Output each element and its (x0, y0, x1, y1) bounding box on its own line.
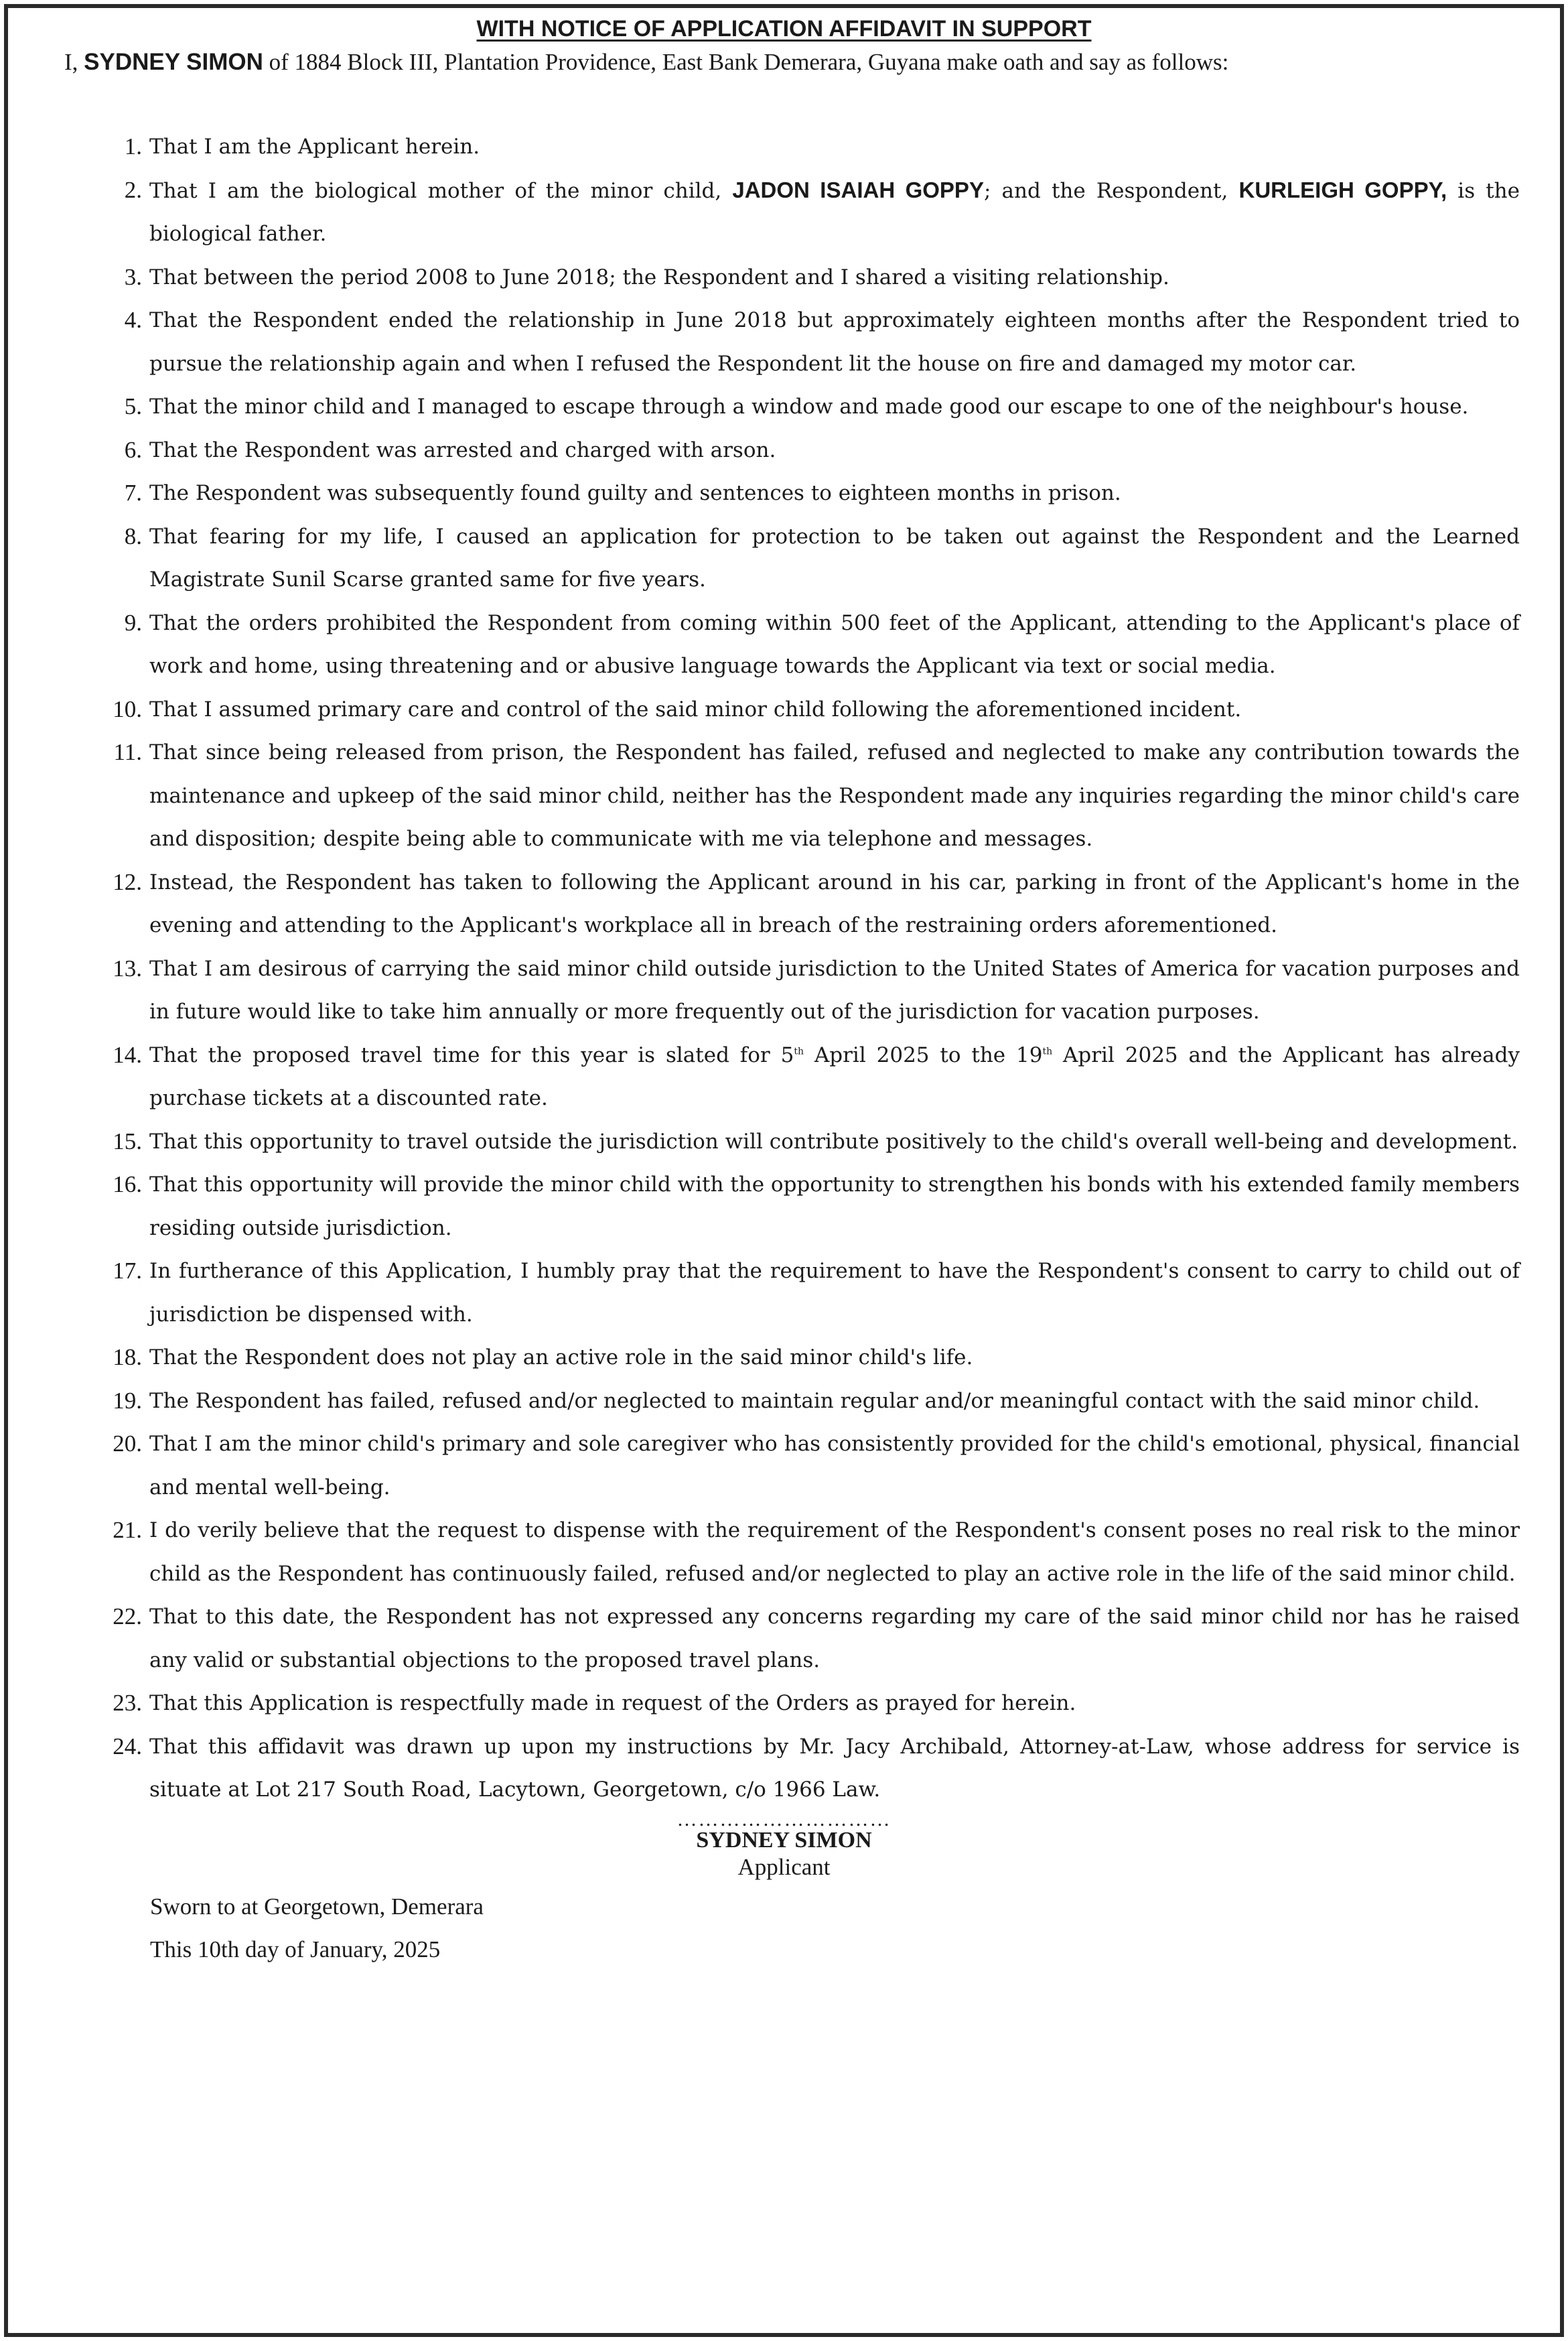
paragraph-number: 10. (113, 695, 142, 722)
paragraph-number: 7. (124, 480, 142, 506)
jurat (8, 1885, 1560, 1971)
intro-prefix: I, (64, 49, 84, 75)
paragraph-text: That the proposed travel time for this year is slated for 5 (149, 1043, 794, 1067)
paragraph-text: That to this date, the Respondent has not expressed any concerns regarding my care of the said minor child nor has he raised any valid or substantial objections to the proposed travel plans. (149, 1605, 1520, 1672)
paragraph-number: 4. (124, 307, 142, 333)
paragraph-17 (8, 1250, 1560, 1336)
paragraph-text: That I assumed primary care and control of the said minor child following the aforementioned incident. (149, 697, 1242, 722)
child-name: JADON ISAIAH GOPPY (732, 177, 984, 202)
paragraph-5 (8, 385, 1560, 429)
paragraph-number: 21. (113, 1517, 142, 1543)
signature-block (8, 1808, 1560, 1881)
paragraph-19 (8, 1380, 1560, 1423)
paragraph-18 (8, 1336, 1560, 1380)
paragraph-7 (8, 472, 1560, 515)
paragraph-number: 13. (113, 955, 142, 982)
paragraph-number: 8. (124, 523, 142, 549)
signatory-role: Applicant (737, 1853, 831, 1880)
affidavit-page (4, 4, 1564, 2337)
paragraph-1 (8, 125, 1560, 169)
paragraph-4 (8, 299, 1560, 385)
intro-rest: of 1884 Block III, Plantation Providence, East Bank Demerara, Guyana make oath and say as follows: (263, 49, 1229, 75)
paragraph-9 (8, 602, 1560, 688)
paragraph-23 (8, 1682, 1560, 1725)
paragraph-text: That I am the biological mother of the minor child, (149, 178, 733, 203)
paragraph-number: 9. (124, 609, 142, 636)
paragraph-text: The Respondent has failed, refused and/or neglected to maintain regular and/or meaningful contact with the said minor child. (149, 1388, 1480, 1413)
paragraph-text: The Respondent was subsequently found guilty and sentences to eighteen months in prison. (149, 481, 1121, 505)
paragraph-number: 6. (124, 436, 142, 463)
paragraph-number: 23. (113, 1690, 142, 1716)
paragraph-20 (8, 1422, 1560, 1509)
paragraph-number: 5. (124, 393, 142, 419)
paragraph-text: That this affidavit was drawn up upon my instructions by Mr. Jacy Archibald, Attorney-at-Law, whose address for service is situate at Lot 217 South Road, Lacytown, Georgetown, c/o 1966 Law. (149, 1734, 1520, 1802)
paragraph-number: 11. (113, 739, 142, 765)
paragraph-14 (8, 1034, 1560, 1120)
paragraph-text: I do verily believe that the request to dispense with the requirement of the Respondent's consent poses no real risk to the minor child as the Respondent has continuously failed, refused and/or neglected to play an active role in the life of the said minor child. (149, 1518, 1520, 1586)
paragraph-text: April 2025 to the 19 (804, 1043, 1043, 1067)
paragraph-text: That the Respondent does not play an active role in the said minor child's life. (149, 1345, 973, 1369)
paragraph-text: That the orders prohibited the Respondent from coming within 500 feet of the Applicant, attending to the Applicant's place of work and home, using threatening and or abusive language towards the Applicant via text or social media. (149, 610, 1520, 678)
paragraph-number: 3. (124, 263, 142, 290)
paragraph-24 (8, 1725, 1560, 1812)
paragraph-text: That this Application is respectfully made in request of the Orders as prayed for herein. (149, 1691, 1076, 1715)
paragraph-13 (8, 947, 1560, 1034)
paragraph-text: That I am desirous of carrying the said minor child outside jurisdiction to the United States of America for vacation purposes and in future would like to take him annually or more frequently out of the jurisdiction for vacation purposes. (149, 956, 1520, 1024)
paragraph-number: 14. (113, 1041, 142, 1068)
paragraph-number: 20. (113, 1430, 142, 1457)
paragraph-11 (8, 731, 1560, 861)
paragraph-text: Instead, the Respondent has taken to following the Applicant around in his car, parking in front of the Applicant's home in the evening and attending to the Applicant's workplace all in breach of the restraining orders aforementioned. (149, 870, 1520, 937)
paragraph-text: That since being released from prison, the Respondent has failed, refused and neglected to make any contribution towards the maintenance and upkeep of the said minor child, neither has the Respondent made any inquiries regarding the minor child's care and disposition; despite being able to communicate with me via telephone and messages. (149, 740, 1520, 851)
paragraph-3 (8, 256, 1560, 299)
paragraph-text: That the Respondent ended the relationship in June 2018 but approximately eighteen months after the Respondent tried to pursue the relationship again and when I refused the Respondent lit the house on fire and damaged my motor car. (149, 308, 1520, 376)
paragraph-22 (8, 1595, 1560, 1682)
paragraph-text: In furtherance of this Application, I humbly pray that the requirement to have the Respondent's consent to carry to child out of jurisdiction be dispensed with. (149, 1259, 1520, 1327)
paragraph-6 (8, 429, 1560, 472)
paragraph-number: 16. (113, 1171, 142, 1197)
paragraph-number: 12. (113, 868, 142, 895)
paragraph-8 (8, 515, 1560, 602)
ordinal-suffix: th (1042, 1046, 1053, 1057)
paragraph-12 (8, 861, 1560, 947)
affidavit-paragraphs (8, 125, 1560, 1812)
paragraph-text: That the Respondent was arrested and charged with arson. (149, 438, 776, 462)
deponent-name: SYDNEY SIMON (84, 49, 263, 75)
paragraph-number: 19. (113, 1387, 142, 1414)
paragraph-10 (8, 688, 1560, 732)
document-title: WITH NOTICE OF APPLICATION AFFIDAVIT IN SUPPORT (476, 16, 1092, 42)
paragraph-number: 15. (113, 1128, 142, 1154)
paragraph-number: 22. (113, 1603, 142, 1629)
paragraph-16 (8, 1163, 1560, 1250)
paragraph-text: That between the period 2008 to June 2018; the Respondent and I shared a visiting relationship. (149, 265, 1169, 289)
paragraph-number: 1. (124, 133, 142, 159)
paragraph-21 (8, 1509, 1560, 1595)
signatory-name: SYDNEY SIMON (696, 1827, 872, 1853)
paragraph-number: 2. (124, 176, 142, 203)
paragraph-text: ; and the Respondent, (983, 178, 1239, 203)
paragraph-number: 24. (113, 1733, 142, 1759)
signature-line: ………………………… (676, 1808, 892, 1830)
paragraph-text: That the minor child and I managed to escape through a window and made good our escape to one of the neighbour's house. (149, 395, 1469, 419)
ordinal-suffix: th (794, 1046, 804, 1057)
paragraph-text: April 2025 and the Applicant has already purchase tickets at a discounted rate. (149, 1043, 1520, 1110)
intro-paragraph (8, 42, 1560, 82)
paragraph-text: is the biological father. (149, 178, 1520, 246)
paragraph-text: That I am the minor child's primary and sole caregiver who has consistently provided for the child's emotional, physical, financial and mental well-being. (149, 1432, 1520, 1499)
paragraph-number: 18. (113, 1344, 142, 1370)
sworn-date: This 10th day of January, 2025 (150, 1936, 441, 1962)
paragraph-15 (8, 1120, 1560, 1164)
paragraph-text: That fearing for my life, I caused an application for protection to be taken out against the Respondent and the Learned Magistrate Sunil Scarse granted same for five years. (149, 524, 1520, 592)
sworn-location: Sworn to at Georgetown, Demerara (150, 1893, 484, 1920)
paragraph-text: That this opportunity to travel outside the jurisdiction will contribute positively to the child's overall well-being and development. (149, 1129, 1518, 1154)
paragraph-text: That I am the Applicant herein. (149, 135, 480, 159)
paragraph-text: That this opportunity will provide the minor child with the opportunity to strengthen his bonds with his extended family members residing outside jurisdiction. (149, 1173, 1520, 1240)
paragraph-number: 17. (113, 1258, 142, 1284)
paragraph-2 (8, 169, 1560, 256)
respondent-name: KURLEIGH GOPPY, (1238, 177, 1447, 202)
